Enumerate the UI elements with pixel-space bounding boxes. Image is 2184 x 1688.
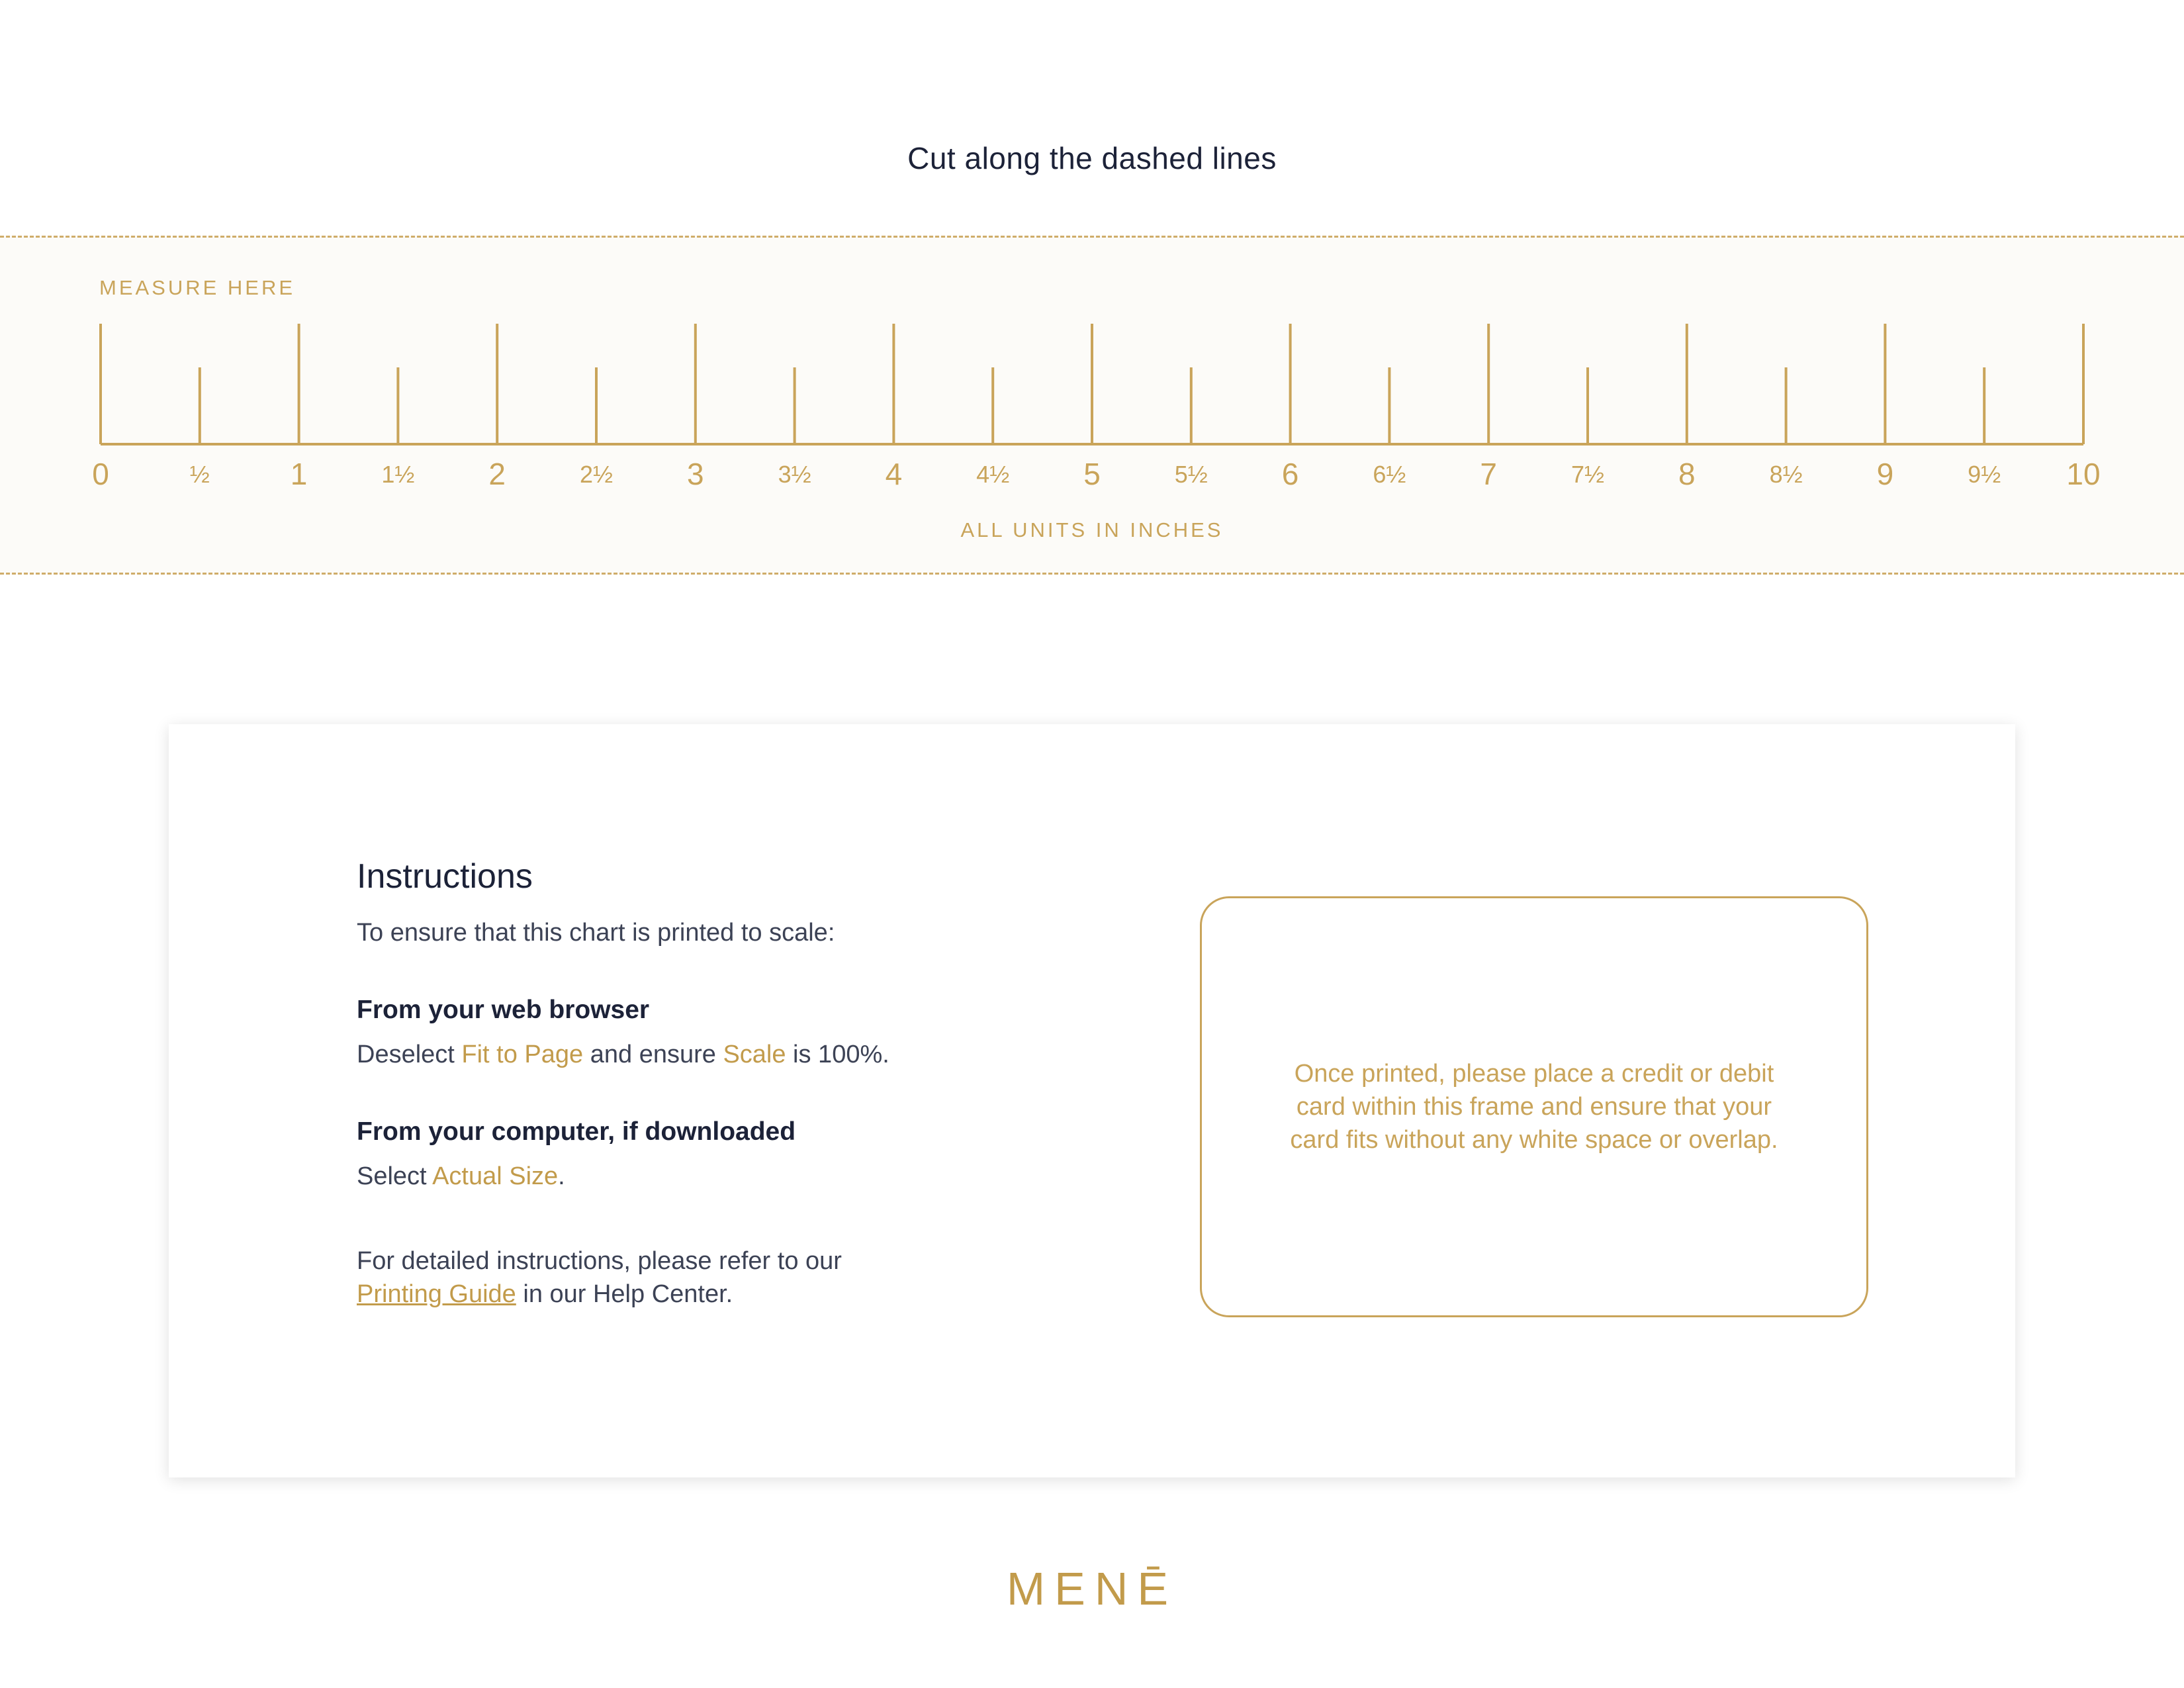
measure-label: MEASURE HERE (99, 276, 296, 299)
ruler-tick-label: 2 (488, 457, 506, 491)
computer-text-1: Select (357, 1162, 433, 1190)
ruler-tick-label: 3 (687, 457, 704, 491)
detail-text-1: For detailed instructions, please refer to our (357, 1247, 842, 1275)
scale-label: Scale (723, 1041, 786, 1068)
computer-heading: From your computer, if downloaded (357, 1117, 796, 1146)
browser-text-3: is 100%. (786, 1041, 889, 1068)
actual-size-label: Actual Size (432, 1162, 559, 1190)
ruler-tick-label: 8 (1678, 457, 1696, 491)
ruler-tick-label: 7½ (1570, 461, 1605, 488)
ruler-tick-label: 4 (885, 457, 903, 491)
card-frame-text: Once printed, please place a credit or debit card within this frame and ensure that your card fits without any white space or overlap. (1290, 1060, 1778, 1154)
ruler-tick-label: 5½ (1174, 461, 1208, 488)
computer-text-2: . (558, 1162, 565, 1190)
ruler-tick-label: 2½ (579, 461, 614, 488)
detail-text-2: in our Help Center. (516, 1280, 733, 1308)
ruler-tick-label: ½ (189, 461, 210, 488)
instructions-intro: To ensure that this chart is printed to scale: (357, 919, 835, 947)
browser-instruction (357, 1038, 1019, 1071)
computer-instruction (357, 1160, 1019, 1193)
browser-text-2: and ensure (583, 1041, 723, 1068)
ruler-tick-label: 1 (290, 457, 308, 491)
card-frame (1200, 896, 1868, 1317)
ruler-tick-label: 6½ (1373, 461, 1406, 488)
units-label: ALL UNITS IN INCHES (960, 518, 1224, 541)
ruler-tick-label: 0 (92, 457, 109, 491)
ruler-tick-label: 6 (1281, 457, 1299, 491)
cut-instruction: Cut along the dashed lines (907, 141, 1277, 175)
ruler-tick-label: 1½ (381, 461, 415, 488)
fit-to-page-label: Fit to Page (461, 1041, 584, 1068)
brand-logo: MENĒ (1006, 1563, 1178, 1615)
printing-guide-link[interactable]: Printing Guide (357, 1280, 516, 1308)
ruler-tick-label: 7 (1480, 457, 1497, 491)
ruler-tick-label: 10 (2066, 457, 2101, 491)
instructions-section (357, 857, 1019, 1311)
instructions-panel (169, 724, 2015, 1477)
detail-instruction (357, 1244, 1019, 1311)
ruler-tick-label: 3½ (778, 461, 811, 488)
ruler-tick-label: 5 (1083, 457, 1101, 491)
ruler-tick-label: 8½ (1769, 461, 1803, 488)
ruler-tick-label: 4½ (976, 461, 1010, 488)
ruler-tick-label: 9 (1876, 457, 1894, 491)
browser-text-1: Deselect (357, 1041, 462, 1068)
browser-heading: From your web browser (357, 996, 650, 1024)
ruler-band (0, 236, 2184, 575)
ruler-tick-label: 9½ (1968, 461, 2001, 488)
instructions-title: Instructions (357, 857, 533, 896)
